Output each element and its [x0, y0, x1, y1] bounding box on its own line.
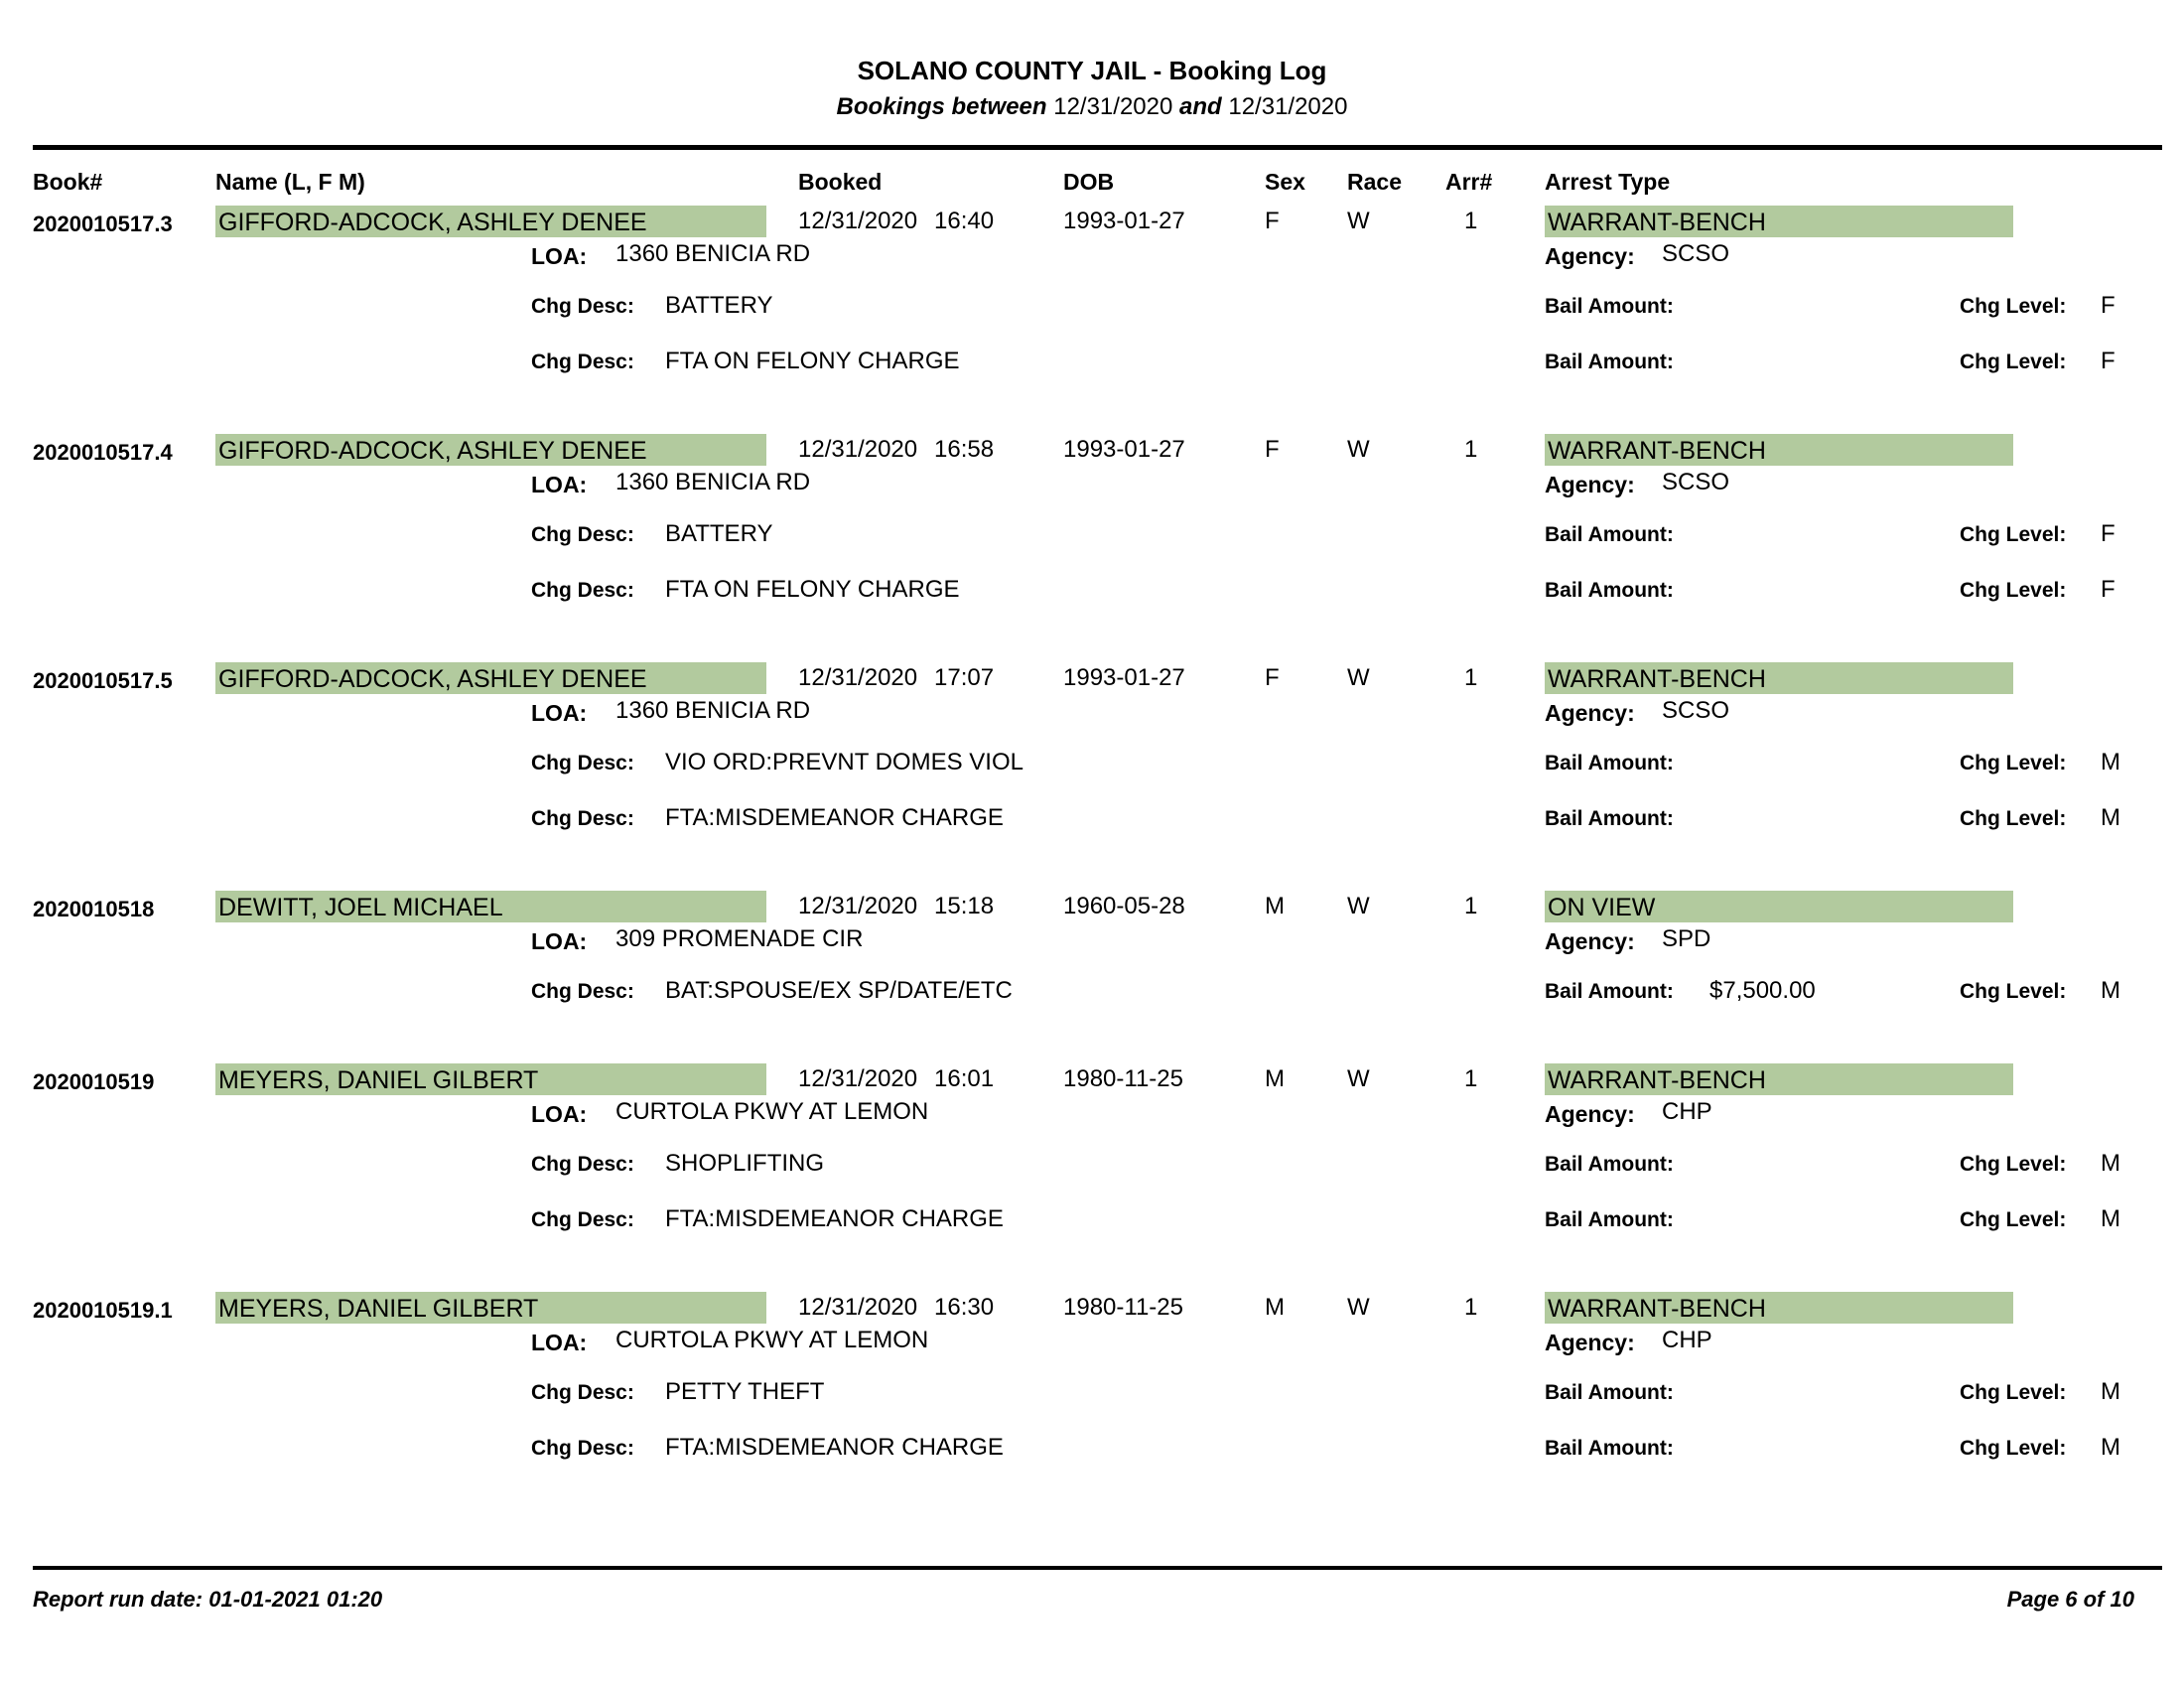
- booking-record: [0, 1292, 2184, 1510]
- chg-desc-value: BATTERY: [665, 292, 773, 319]
- loa-value: CURTOLA PKWY AT LEMON: [615, 1098, 929, 1125]
- chg-desc-value: FTA ON FELONY CHARGE: [665, 576, 960, 603]
- chg-level-label: Chg Level:: [1960, 351, 2067, 373]
- inmate-name: MEYERS, DANIEL GILBERT: [215, 1063, 766, 1095]
- column-header-book: Book#: [33, 169, 103, 195]
- book-number: 2020010517.3: [33, 211, 173, 236]
- chg-level-label: Chg Level:: [1960, 752, 2067, 774]
- arrest-type: WARRANT-BENCH: [1545, 206, 2013, 237]
- chg-desc-value: FTA:MISDEMEANOR CHARGE: [665, 1434, 1004, 1461]
- race: W: [1347, 893, 1370, 919]
- page-number: Page 6 of 10: [2006, 1587, 2134, 1612]
- arrest-type: WARRANT-BENCH: [1545, 1292, 2013, 1324]
- agency-label: Agency:: [1545, 1330, 1635, 1355]
- booked-time: 17:07: [934, 664, 995, 691]
- inmate-name: GIFFORD-ADCOCK, ASHLEY DENEE: [215, 434, 766, 466]
- bail-amount-value: $7,500.00: [1709, 977, 1816, 1004]
- chg-level-label: Chg Level:: [1960, 579, 2067, 602]
- chg-desc-label: Chg Desc:: [531, 579, 634, 602]
- bail-amount-label: Bail Amount:: [1545, 1153, 1674, 1176]
- book-number: 2020010519: [33, 1069, 155, 1094]
- chg-level-value: M: [2101, 977, 2120, 1004]
- chg-desc-label: Chg Desc:: [531, 351, 634, 373]
- column-header-arr: Arr#: [1445, 169, 1493, 195]
- booking-record: [0, 662, 2184, 881]
- loa-label: LOA:: [531, 928, 588, 954]
- loa-value: 1360 BENICIA RD: [615, 240, 811, 267]
- report-run-date: Report run date: 01-01-2021 01:20: [33, 1587, 383, 1612]
- bail-amount-label: Bail Amount:: [1545, 752, 1674, 774]
- race: W: [1347, 436, 1370, 463]
- loa-label: LOA:: [531, 472, 588, 497]
- subtitle-end-date: 12/31/2020: [1228, 93, 1348, 120]
- arrest-number: 1: [1464, 1065, 1478, 1092]
- arrest-number: 1: [1464, 1294, 1478, 1321]
- loa-label: LOA:: [531, 700, 588, 726]
- sex: F: [1265, 664, 1280, 691]
- booked-time: 16:58: [934, 436, 995, 463]
- agency-value: SCSO: [1662, 469, 1730, 495]
- booked-date: 12/31/2020: [798, 893, 918, 919]
- chg-level-value: M: [2101, 1378, 2120, 1405]
- dob: 1993-01-27: [1063, 664, 1185, 691]
- loa-label: LOA:: [531, 1101, 588, 1127]
- chg-level-value: F: [2101, 348, 2116, 374]
- chg-level-value: M: [2101, 1434, 2120, 1461]
- agency-value: SCSO: [1662, 240, 1730, 267]
- bail-amount-label: Bail Amount:: [1545, 295, 1674, 318]
- booked-date: 12/31/2020: [798, 208, 918, 234]
- booked-date: 12/31/2020: [798, 1294, 918, 1321]
- chg-level-value: M: [2101, 1205, 2120, 1232]
- arrest-type: ON VIEW: [1545, 891, 2013, 922]
- dob: 1993-01-27: [1063, 208, 1185, 234]
- booked-date: 12/31/2020: [798, 436, 918, 463]
- bail-amount-label: Bail Amount:: [1545, 980, 1674, 1003]
- chg-desc-value: VIO ORD:PREVNT DOMES VIOL: [665, 749, 1024, 775]
- column-header-race: Race: [1347, 169, 1402, 195]
- column-header-booked: Booked: [798, 169, 883, 195]
- loa-value: 1360 BENICIA RD: [615, 469, 811, 495]
- inmate-name: GIFFORD-ADCOCK, ASHLEY DENEE: [215, 662, 766, 694]
- bail-amount-label: Bail Amount:: [1545, 579, 1674, 602]
- race: W: [1347, 1294, 1370, 1321]
- chg-desc-label: Chg Desc:: [531, 523, 634, 546]
- dob: 1980-11-25: [1063, 1065, 1183, 1092]
- chg-desc-value: SHOPLIFTING: [665, 1150, 825, 1177]
- chg-desc-label: Chg Desc:: [531, 295, 634, 318]
- arrest-number: 1: [1464, 208, 1478, 234]
- inmate-name: DEWITT, JOEL MICHAEL: [215, 891, 766, 922]
- agency-label: Agency:: [1545, 472, 1635, 497]
- arrest-type: WARRANT-BENCH: [1545, 662, 2013, 694]
- chg-level-label: Chg Level:: [1960, 295, 2067, 318]
- sex: M: [1265, 893, 1285, 919]
- arrest-type: WARRANT-BENCH: [1545, 1063, 2013, 1095]
- loa-value: 309 PROMENADE CIR: [615, 925, 864, 952]
- chg-level-label: Chg Level:: [1960, 980, 2067, 1003]
- booking-record: [0, 206, 2184, 424]
- booking-record: [0, 434, 2184, 652]
- booked-time: 16:01: [934, 1065, 995, 1092]
- arrest-number: 1: [1464, 664, 1478, 691]
- sex: F: [1265, 208, 1280, 234]
- agency-label: Agency:: [1545, 1101, 1635, 1127]
- chg-level-value: F: [2101, 292, 2116, 319]
- booked-time: 16:30: [934, 1294, 995, 1321]
- chg-desc-value: FTA:MISDEMEANOR CHARGE: [665, 804, 1004, 831]
- chg-level-label: Chg Level:: [1960, 1153, 2067, 1176]
- loa-value: 1360 BENICIA RD: [615, 697, 811, 724]
- race: W: [1347, 1065, 1370, 1092]
- bail-amount-label: Bail Amount:: [1545, 807, 1674, 830]
- dob: 1960-05-28: [1063, 893, 1185, 919]
- chg-level-label: Chg Level:: [1960, 523, 2067, 546]
- chg-desc-value: PETTY THEFT: [665, 1378, 825, 1405]
- agency-value: CHP: [1662, 1098, 1712, 1125]
- sex: M: [1265, 1294, 1285, 1321]
- subtitle-and: and: [1179, 93, 1222, 120]
- arrest-number: 1: [1464, 436, 1478, 463]
- chg-level-label: Chg Level:: [1960, 807, 2067, 830]
- chg-desc-value: FTA:MISDEMEANOR CHARGE: [665, 1205, 1004, 1232]
- sex: F: [1265, 436, 1280, 463]
- chg-level-value: F: [2101, 576, 2116, 603]
- agency-value: CHP: [1662, 1327, 1712, 1353]
- bail-amount-label: Bail Amount:: [1545, 523, 1674, 546]
- loa-label: LOA:: [531, 243, 588, 269]
- inmate-name: GIFFORD-ADCOCK, ASHLEY DENEE: [215, 206, 766, 237]
- book-number: 2020010518: [33, 897, 155, 921]
- column-header-name: Name (L, F M): [215, 169, 365, 195]
- dob: 1980-11-25: [1063, 1294, 1183, 1321]
- chg-level-label: Chg Level:: [1960, 1208, 2067, 1231]
- race: W: [1347, 208, 1370, 234]
- chg-desc-label: Chg Desc:: [531, 980, 634, 1003]
- column-header-sex: Sex: [1265, 169, 1305, 195]
- subtitle-start-date: 12/31/2020: [1053, 93, 1173, 120]
- sex: M: [1265, 1065, 1285, 1092]
- bail-amount-label: Bail Amount:: [1545, 1208, 1674, 1231]
- booked-time: 15:18: [934, 893, 995, 919]
- dob: 1993-01-27: [1063, 436, 1185, 463]
- book-number: 2020010517.4: [33, 440, 173, 465]
- chg-desc-label: Chg Desc:: [531, 752, 634, 774]
- bail-amount-label: Bail Amount:: [1545, 1437, 1674, 1460]
- report-title: SOLANO COUNTY JAIL - Booking Log: [857, 56, 1327, 85]
- booked-date: 12/31/2020: [798, 664, 918, 691]
- chg-level-value: M: [2101, 1150, 2120, 1177]
- chg-level-value: F: [2101, 520, 2116, 547]
- agency-label: Agency:: [1545, 928, 1635, 954]
- chg-desc-label: Chg Desc:: [531, 1437, 634, 1460]
- loa-label: LOA:: [531, 1330, 588, 1355]
- chg-desc-value: BAT:SPOUSE/EX SP/DATE/ETC: [665, 977, 1013, 1004]
- arrest-number: 1: [1464, 893, 1478, 919]
- booking-record: [0, 1063, 2184, 1282]
- column-header-arrest-type: Arrest Type: [1545, 169, 1671, 195]
- subtitle-prefix: Bookings between: [836, 93, 1047, 120]
- book-number: 2020010517.5: [33, 668, 173, 693]
- race: W: [1347, 664, 1370, 691]
- report-subtitle: [0, 93, 2184, 121]
- footer-rule: [33, 1566, 2162, 1570]
- chg-desc-label: Chg Desc:: [531, 807, 634, 830]
- bail-amount-label: Bail Amount:: [1545, 351, 1674, 373]
- inmate-name: MEYERS, DANIEL GILBERT: [215, 1292, 766, 1324]
- loa-value: CURTOLA PKWY AT LEMON: [615, 1327, 929, 1353]
- agency-label: Agency:: [1545, 700, 1635, 726]
- booked-date: 12/31/2020: [798, 1065, 918, 1092]
- agency-value: SPD: [1662, 925, 1711, 952]
- arrest-type: WARRANT-BENCH: [1545, 434, 2013, 466]
- chg-level-label: Chg Level:: [1960, 1437, 2067, 1460]
- chg-level-value: M: [2101, 749, 2120, 775]
- agency-value: SCSO: [1662, 697, 1730, 724]
- bail-amount-label: Bail Amount:: [1545, 1381, 1674, 1404]
- chg-desc-label: Chg Desc:: [531, 1153, 634, 1176]
- chg-level-label: Chg Level:: [1960, 1381, 2067, 1404]
- chg-desc-label: Chg Desc:: [531, 1381, 634, 1404]
- column-header-dob: DOB: [1063, 169, 1115, 195]
- booked-time: 16:40: [934, 208, 995, 234]
- agency-label: Agency:: [1545, 243, 1635, 269]
- chg-desc-value: BATTERY: [665, 520, 773, 547]
- header-rule: [33, 145, 2162, 150]
- book-number: 2020010519.1: [33, 1298, 173, 1323]
- chg-desc-value: FTA ON FELONY CHARGE: [665, 348, 960, 374]
- chg-desc-label: Chg Desc:: [531, 1208, 634, 1231]
- chg-level-value: M: [2101, 804, 2120, 831]
